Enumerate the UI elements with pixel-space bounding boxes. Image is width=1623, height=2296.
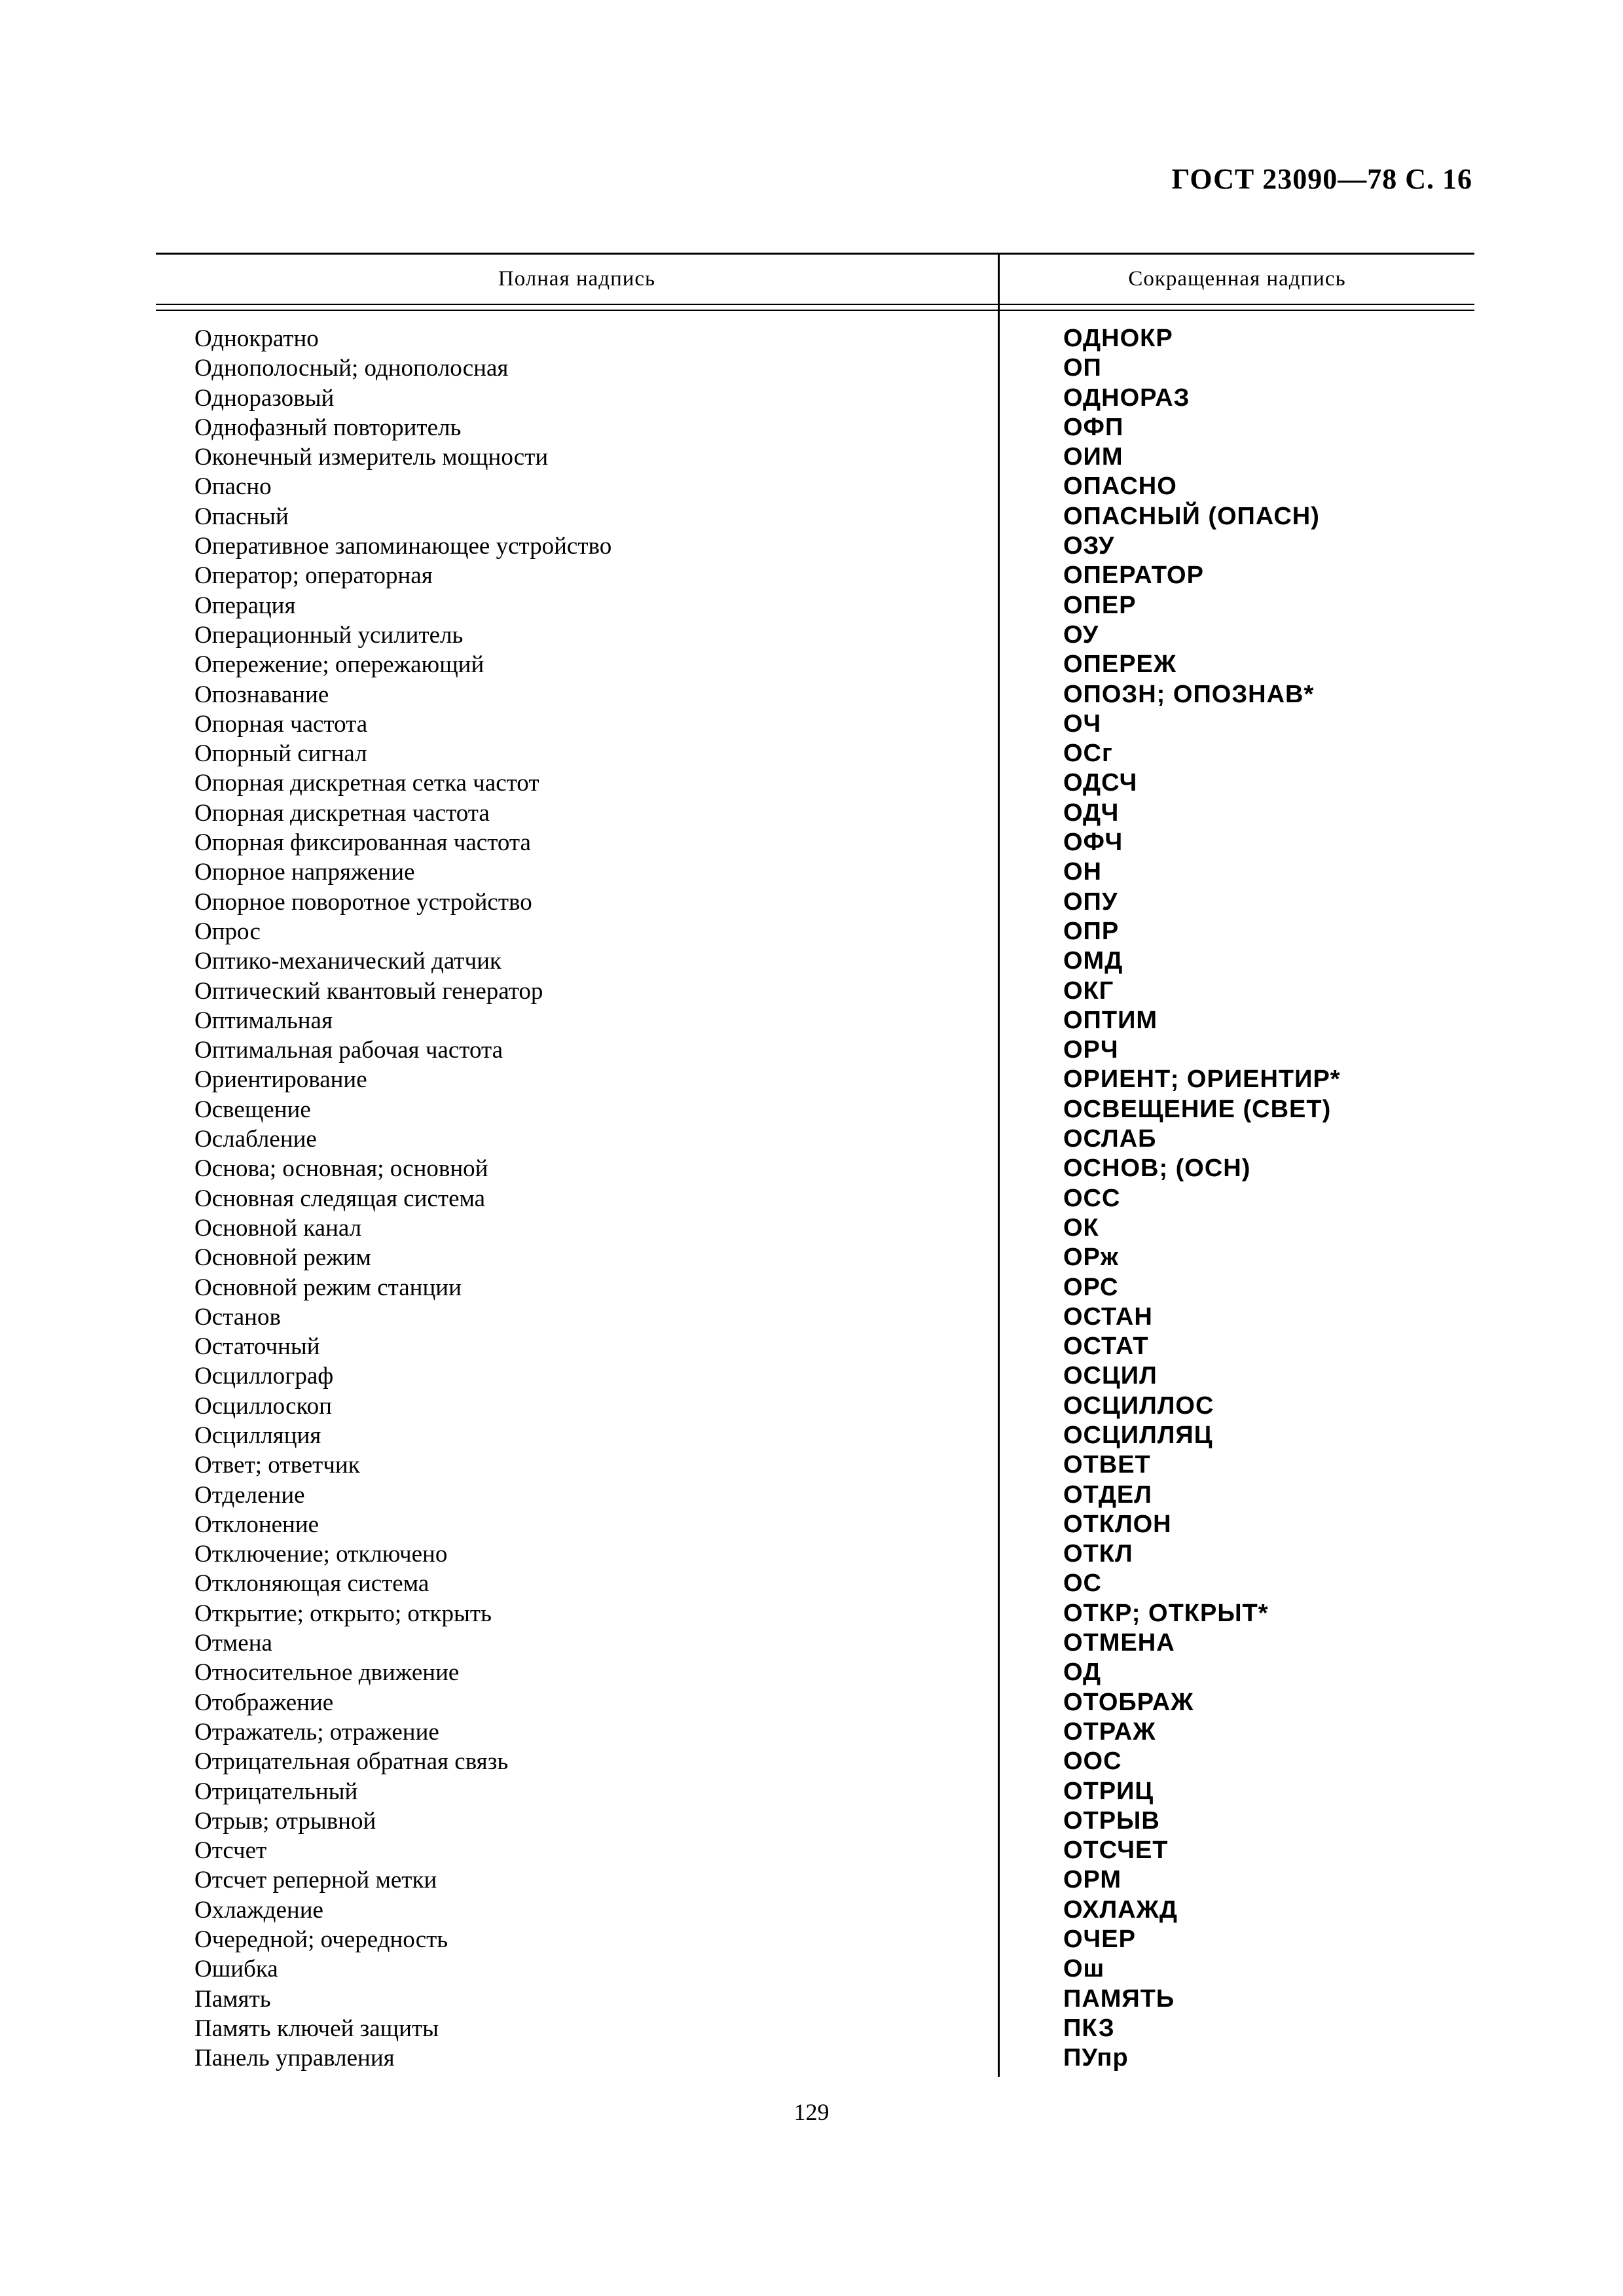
header-rule xyxy=(156,304,1474,305)
full-label-cell: Отрыв; отрывной xyxy=(194,1807,376,1835)
table-row xyxy=(156,1747,1474,1776)
table-row xyxy=(156,888,1474,917)
abbreviation-cell: ОТКЛОН xyxy=(1063,1510,1172,1538)
full-label-cell: Отсчет xyxy=(194,1837,267,1865)
table-row xyxy=(156,502,1474,531)
full-label-cell: Оптимальная рабочая частота xyxy=(194,1037,503,1064)
abbreviation-table xyxy=(156,253,1474,2077)
full-label-cell: Опознавание xyxy=(194,681,329,708)
full-label-cell: Основной режим xyxy=(194,1244,371,1272)
column-header-abbr: Сокращенная надпись xyxy=(1128,267,1346,291)
full-label-cell: Открытие; открыто; открыть xyxy=(194,1600,492,1627)
full-label-cell: Опасный xyxy=(194,503,289,530)
abbreviation-cell: ОСС xyxy=(1063,1184,1121,1212)
table-row xyxy=(156,1154,1474,1183)
abbreviation-cell: ОМД xyxy=(1063,947,1123,975)
abbreviation-cell: ОТКЛ xyxy=(1063,1540,1133,1568)
full-label-cell: Ответ; ответчик xyxy=(194,1452,360,1479)
full-label-cell: Опорный сигнал xyxy=(194,740,367,768)
abbreviation-cell: ОДЧ xyxy=(1063,798,1120,827)
table-row xyxy=(156,324,1474,353)
full-label-cell: Однократно xyxy=(194,325,319,352)
table-row xyxy=(156,1391,1474,1421)
full-label-cell: Опорная дискретная сетка частот xyxy=(194,770,539,797)
full-label-cell: Оптимальная xyxy=(194,1007,333,1034)
abbreviation-cell: ОУ xyxy=(1063,620,1099,649)
abbreviation-cell: ПАМЯТЬ xyxy=(1063,1984,1175,2013)
full-label-cell: Отклонение xyxy=(194,1511,319,1538)
abbreviation-cell: ОПАСНО xyxy=(1063,473,1177,501)
full-label-cell: Оптический квантовый генератор xyxy=(194,977,543,1005)
abbreviation-cell: ОДНОКР xyxy=(1063,325,1173,352)
full-label-cell: Оконечный измеритель мощности xyxy=(194,444,549,471)
abbreviation-cell: ОСТАН xyxy=(1063,1302,1153,1331)
full-label-cell: Память ключей защиты xyxy=(194,2015,439,2042)
abbreviation-cell: ОСЦИЛ xyxy=(1063,1362,1158,1390)
table-row xyxy=(156,1421,1474,1450)
table-row xyxy=(156,1984,1474,2014)
table-row xyxy=(156,1065,1474,1094)
abbreviation-cell: ОПАСНЫЙ (ОПАСН) xyxy=(1063,502,1320,530)
table-row xyxy=(156,977,1474,1006)
full-label-cell: Ошибка xyxy=(194,1956,278,1983)
abbreviation-cell: ОТРАЖ xyxy=(1063,1717,1156,1746)
abbreviation-cell: ОПТИМ xyxy=(1063,1006,1158,1034)
full-label-cell: Останов xyxy=(194,1303,281,1331)
full-label-cell: Опорное напряжение xyxy=(194,859,415,886)
table-row xyxy=(156,1539,1474,1569)
table-row xyxy=(156,709,1474,739)
abbreviation-cell: ОТРЫВ xyxy=(1063,1806,1160,1835)
abbreviation-cell: ОПЕР xyxy=(1063,591,1137,619)
table-row xyxy=(156,2014,1474,2043)
full-label-cell: Осциллоскоп xyxy=(194,1392,332,1420)
table-row xyxy=(156,857,1474,887)
full-label-cell: Основа; основная; основной xyxy=(194,1155,488,1183)
abbreviation-cell: ОТКР; ОТКРЫТ* xyxy=(1063,1599,1269,1627)
abbreviation-cell: ОСЛАБ xyxy=(1063,1125,1157,1153)
abbreviation-cell: ОРж xyxy=(1063,1244,1119,1272)
abbreviation-cell: ОЗУ xyxy=(1063,532,1115,560)
abbreviation-cell: ОЧЕР xyxy=(1063,1926,1136,1954)
full-label-cell: Очередной; очередность xyxy=(194,1926,448,1954)
full-label-cell: Опорная частота xyxy=(194,710,368,738)
table-row xyxy=(156,946,1474,976)
full-label-cell: Ослабление xyxy=(194,1126,317,1153)
table-row xyxy=(156,1095,1474,1124)
table-body xyxy=(156,324,1474,2073)
abbreviation-cell: ОРМ xyxy=(1063,1866,1122,1894)
table-row xyxy=(156,768,1474,798)
table-row xyxy=(156,1184,1474,1213)
table-row xyxy=(156,1006,1474,1035)
table-row xyxy=(156,531,1474,561)
full-label-cell: Опасно xyxy=(194,473,272,501)
full-label-cell: Осцилляция xyxy=(194,1422,321,1449)
table-row xyxy=(156,591,1474,620)
abbreviation-cell: ОХЛАЖД xyxy=(1063,1895,1178,1924)
abbreviation-cell: ОСЦИЛЛОС xyxy=(1063,1391,1214,1420)
table-row xyxy=(156,1688,1474,1717)
abbreviation-cell: ОДСЧ xyxy=(1063,769,1138,797)
table-row xyxy=(156,620,1474,650)
abbreviation-cell: ОФЧ xyxy=(1063,829,1123,857)
abbreviation-cell: ОПЕРЕЖ xyxy=(1063,651,1177,679)
header-rule-double xyxy=(156,310,1474,311)
full-label-cell: Операционный усилитель xyxy=(194,621,464,649)
table-row xyxy=(156,1243,1474,1272)
full-label-cell: Отклоняющая система xyxy=(194,1570,429,1598)
table-row xyxy=(156,1124,1474,1154)
document-code-header: ГОСТ 23090—78 С. 16 xyxy=(1171,163,1472,195)
full-label-cell: Оперативное запоминающее устройство xyxy=(194,533,612,560)
full-label-cell: Относительное движение xyxy=(194,1659,460,1687)
table-row xyxy=(156,1480,1474,1510)
table-row xyxy=(156,917,1474,946)
table-row xyxy=(156,2043,1474,2073)
table-row xyxy=(156,472,1474,501)
full-label-cell: Память xyxy=(194,1985,271,2013)
full-label-cell: Освещение xyxy=(194,1096,311,1123)
table-row xyxy=(156,828,1474,857)
abbreviation-cell: ОСНОВ; (ОСН) xyxy=(1063,1155,1251,1183)
table-row xyxy=(156,353,1474,383)
abbreviation-cell: ОСг xyxy=(1063,740,1113,768)
table-row xyxy=(156,1717,1474,1747)
table-row xyxy=(156,650,1474,679)
full-label-cell: Опережение; опережающий xyxy=(194,651,484,679)
full-label-cell: Однофазный повторитель xyxy=(194,414,462,441)
abbreviation-cell: ОТОБРАЖ xyxy=(1063,1688,1194,1716)
full-label-cell: Осциллограф xyxy=(194,1363,334,1390)
table-row xyxy=(156,1836,1474,1865)
full-label-cell: Отрицательный xyxy=(194,1778,358,1805)
table-row xyxy=(156,739,1474,768)
full-label-cell: Основная следящая система xyxy=(194,1185,486,1212)
full-label-cell: Панель управления xyxy=(194,2045,395,2072)
abbreviation-cell: ОС xyxy=(1063,1570,1102,1598)
table-row xyxy=(156,1213,1474,1243)
abbreviation-cell: ОРИЕНТ; ОРИЕНТИР* xyxy=(1063,1066,1341,1094)
abbreviation-cell: ОПР xyxy=(1063,917,1120,945)
table-row xyxy=(156,1569,1474,1598)
full-label-cell: Опорная дискретная частота xyxy=(194,799,490,827)
column-header-full: Полная надпись xyxy=(498,267,656,291)
table-row xyxy=(156,1777,1474,1806)
abbreviation-cell: ОТВЕТ xyxy=(1063,1451,1151,1479)
full-label-cell: Отмена xyxy=(194,1630,272,1657)
full-label-cell: Остаточный xyxy=(194,1333,320,1361)
full-label-cell: Операция xyxy=(194,592,296,619)
full-label-cell: Ориентирование xyxy=(194,1066,367,1094)
abbreviation-cell: ОК xyxy=(1063,1213,1099,1242)
table-row xyxy=(156,798,1474,828)
full-label-cell: Отделение xyxy=(194,1481,305,1509)
full-label-cell: Опрос xyxy=(194,918,261,945)
abbreviation-cell: ОРС xyxy=(1063,1273,1119,1301)
table-top-rule xyxy=(156,253,1474,255)
abbreviation-cell: ОСВЕЩЕНИЕ (СВЕТ) xyxy=(1063,1095,1332,1123)
abbreviation-cell: ПКЗ xyxy=(1063,2014,1115,2042)
abbreviation-cell: ОДНОРАЗ xyxy=(1063,384,1190,412)
abbreviation-cell: ОЧ xyxy=(1063,709,1102,738)
abbreviation-cell: ОТДЕЛ xyxy=(1063,1480,1152,1509)
table-row xyxy=(156,1658,1474,1687)
table-row xyxy=(156,1895,1474,1925)
full-label-cell: Однополосный; однополосная xyxy=(194,355,509,382)
table-row xyxy=(156,1332,1474,1361)
table-row xyxy=(156,1035,1474,1065)
full-label-cell: Опорная фиксированная частота xyxy=(194,829,531,857)
abbreviation-cell: ОКГ xyxy=(1063,977,1114,1005)
full-label-cell: Отображение xyxy=(194,1689,334,1716)
full-label-cell: Отражатель; отражение xyxy=(194,1718,439,1746)
table-row xyxy=(156,1628,1474,1658)
abbreviation-cell: ОТМЕНА xyxy=(1063,1629,1175,1657)
table-row xyxy=(156,680,1474,709)
table-row xyxy=(156,561,1474,590)
abbreviation-cell: ОД xyxy=(1063,1659,1102,1687)
table-row xyxy=(156,1302,1474,1332)
table-row xyxy=(156,1450,1474,1480)
table-row xyxy=(156,1361,1474,1391)
table-row xyxy=(156,1925,1474,1954)
table-row xyxy=(156,413,1474,442)
page-number: 129 xyxy=(793,2099,830,2125)
table-row xyxy=(156,1273,1474,1302)
abbreviation-cell: ОН xyxy=(1063,858,1102,886)
full-label-cell: Одноразовый xyxy=(194,384,335,412)
table-row xyxy=(156,1806,1474,1836)
full-label-cell: Отрицательная обратная связь xyxy=(194,1748,509,1776)
abbreviation-cell: ОТСЧЕТ xyxy=(1063,1837,1169,1865)
abbreviation-cell: ОТРИЦ xyxy=(1063,1777,1154,1805)
table-row xyxy=(156,1599,1474,1628)
full-label-cell: Оптико-механический датчик xyxy=(194,948,501,975)
table-row xyxy=(156,384,1474,413)
full-label-cell: Отсчет реперной метки xyxy=(194,1867,437,1894)
abbreviation-cell: ОПУ xyxy=(1063,888,1118,916)
abbreviation-cell: ОСТАТ xyxy=(1063,1333,1149,1361)
abbreviation-cell: ОФП xyxy=(1063,413,1124,441)
abbreviation-cell: ОП xyxy=(1063,354,1102,382)
abbreviation-cell: ОСЦИЛЛЯЦ xyxy=(1063,1421,1213,1449)
table-row xyxy=(156,1865,1474,1895)
abbreviation-cell: ОРЧ xyxy=(1063,1036,1119,1064)
abbreviation-cell: ПУпр xyxy=(1063,2044,1129,2072)
full-label-cell: Оператор; операторная xyxy=(194,562,433,590)
table-row xyxy=(156,1954,1474,1984)
abbreviation-cell: ОИМ xyxy=(1063,443,1123,471)
table-row xyxy=(156,442,1474,472)
full-label-cell: Отключение; отключено xyxy=(194,1541,448,1568)
abbreviation-cell: ОПОЗН; ОПОЗНАВ* xyxy=(1063,680,1315,708)
full-label-cell: Опорное поворотное устройство xyxy=(194,888,532,916)
table-row xyxy=(156,1510,1474,1539)
full-label-cell: Основной канал xyxy=(194,1214,362,1242)
abbreviation-cell: ОПЕРАТОР xyxy=(1063,562,1204,590)
abbreviation-cell: Ош xyxy=(1063,1955,1105,1983)
abbreviation-cell: ООС xyxy=(1063,1748,1122,1776)
full-label-cell: Основной режим станции xyxy=(194,1274,462,1301)
full-label-cell: Охлаждение xyxy=(194,1896,323,1924)
